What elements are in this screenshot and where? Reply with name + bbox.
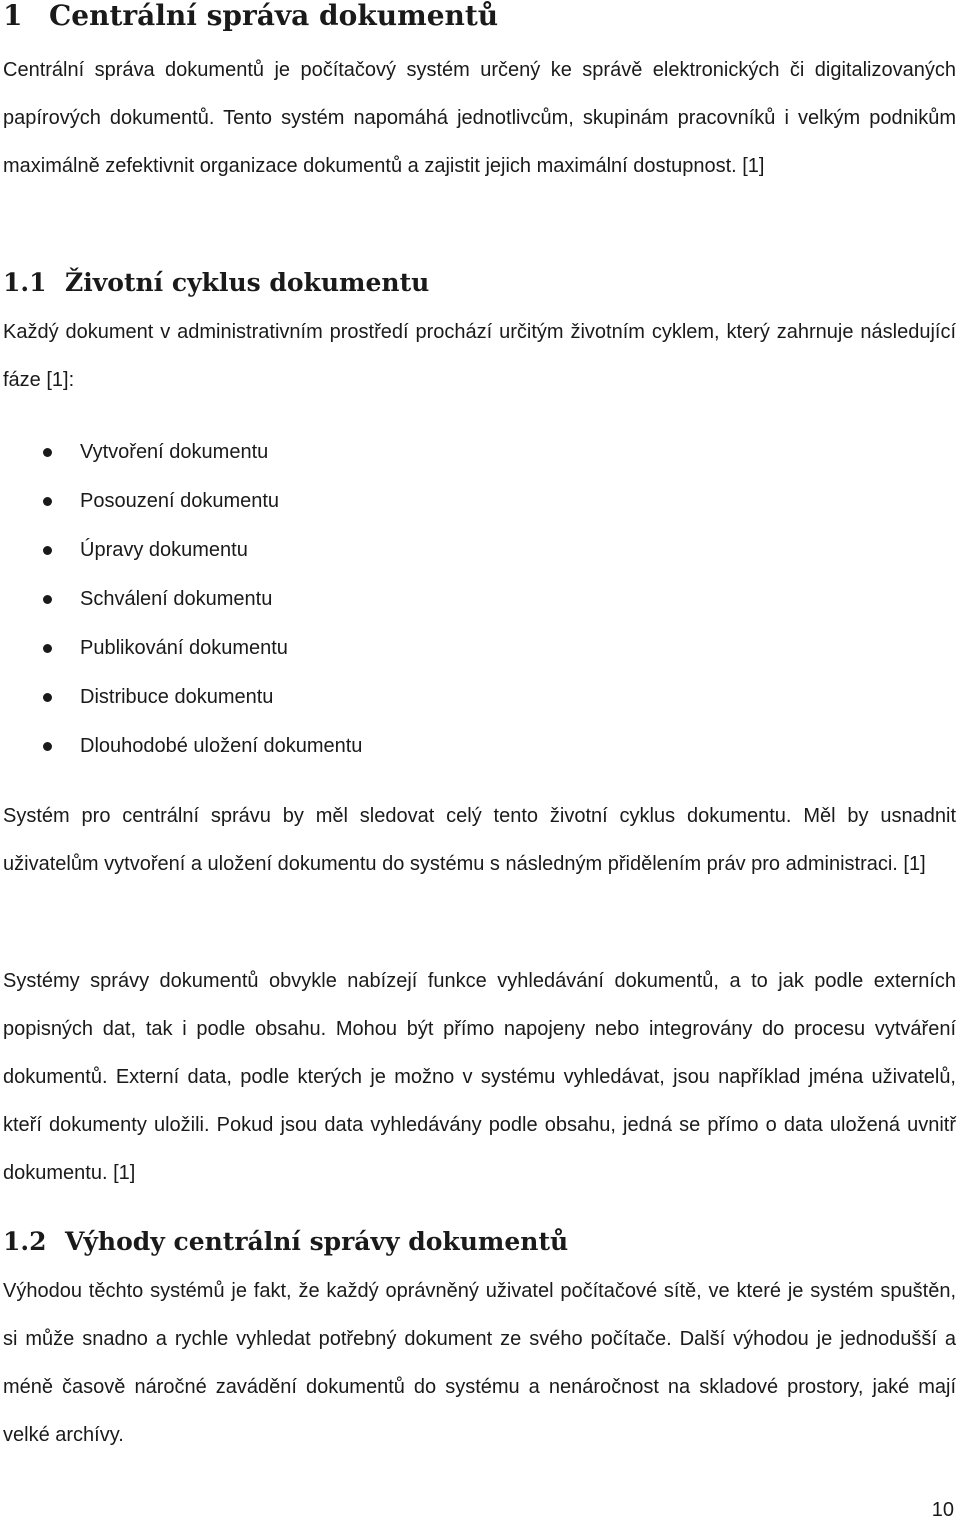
list-item (0, 428, 900, 477)
bullet-icon (43, 497, 52, 506)
list-item (0, 477, 900, 526)
list-item-label: Distribuce dokumentu (80, 686, 274, 708)
section-1-1-heading (3, 265, 429, 301)
section-1-title: Centrální správa dokumentů (49, 0, 499, 32)
section-1-2-number: 1.2 (3, 1227, 47, 1256)
bullet-icon (43, 742, 52, 751)
section-1-heading (3, 0, 498, 38)
list-item (0, 624, 900, 673)
bullet-icon (43, 546, 52, 555)
section-1-1-title: Životní cyklus dokumentu (65, 268, 430, 297)
list-item (0, 722, 900, 771)
section-1-1-number: 1.1 (3, 268, 47, 297)
list-item-label: Posouzení dokumentu (80, 490, 280, 512)
list-item-label: Dlouhodobé uložení dokumentu (80, 735, 363, 757)
list-item-label: Publikování dokumentu (80, 637, 288, 659)
section-1-paragraph: Centrální správa dokumentů je počítačový systém určený ke správě elektronických či digitalizovaných papírových dokumentů. Tento systém napomáhá jednotlivcům, skupinám pracovníků i velkým podnikům maximálně zefektivnit organizace dokumentů a zajistit jejich maximální dostupnost. [1] (3, 59, 956, 177)
section-1-2-title: Výhody centrální správy dokumentů (65, 1227, 569, 1256)
section-1-number: 1 (3, 0, 23, 32)
lifecycle-phase-list (0, 428, 900, 771)
section-1-2-heading (3, 1224, 568, 1260)
advantages-paragraph: Výhodou těchto systémů je fakt, že každý oprávněný uživatel počítačové sítě, ve které je systém spuštěn, si může snadno a rychle vyhledat potřebný dokument ze svého počítače. Další výhodou je jednodušší a méně časově náročné zavádění dokumentů do systému a nenáročnost na skladové prostory, jaké mají velké archívy. (3, 1280, 956, 1446)
search-functions-paragraph: Systémy správy dokumentů obvykle nabízejí funkce vyhledávání dokumentů, a to jak podle externích popisných dat, tak i podle obsahu. Mohou být přímo napojeny nebo integrovány do procesu vytváření dokumentů. Externí data, podle kterých je možno v systému vyhledávat, jsou například jména uživatelů, kteří dokumenty uložili. Pokud jsou data vyhledávány podle obsahu, jedná se přímo o data uložená uvnitř dokumentu. [1] (3, 970, 956, 1184)
bullet-icon (43, 693, 52, 702)
lifecycle-intro-paragraph: Každý dokument v administrativním prostředí prochází určitým životním cyklem, který zahrnuje následující fáze [1]: (3, 321, 956, 391)
list-item (0, 673, 900, 722)
bullet-icon (43, 595, 52, 604)
bullet-icon (43, 644, 52, 653)
lifecycle-tracking-paragraph: Systém pro centrální správu by měl sledovat celý tento životní cyklus dokumentu. Měl by usnadnit uživatelům vytvoření a uložení dokumentu do systému s následným přidělením práv pro administraci. [1] (3, 805, 956, 875)
list-item-label: Vytvoření dokumentu (80, 441, 269, 463)
list-item (0, 575, 900, 624)
list-item-label: Schválení dokumentu (80, 588, 273, 610)
list-item-label: Úpravy dokumentu (80, 539, 248, 561)
list-item (0, 526, 900, 575)
page-number: 10 (931, 1499, 954, 1521)
bullet-icon (43, 448, 52, 457)
